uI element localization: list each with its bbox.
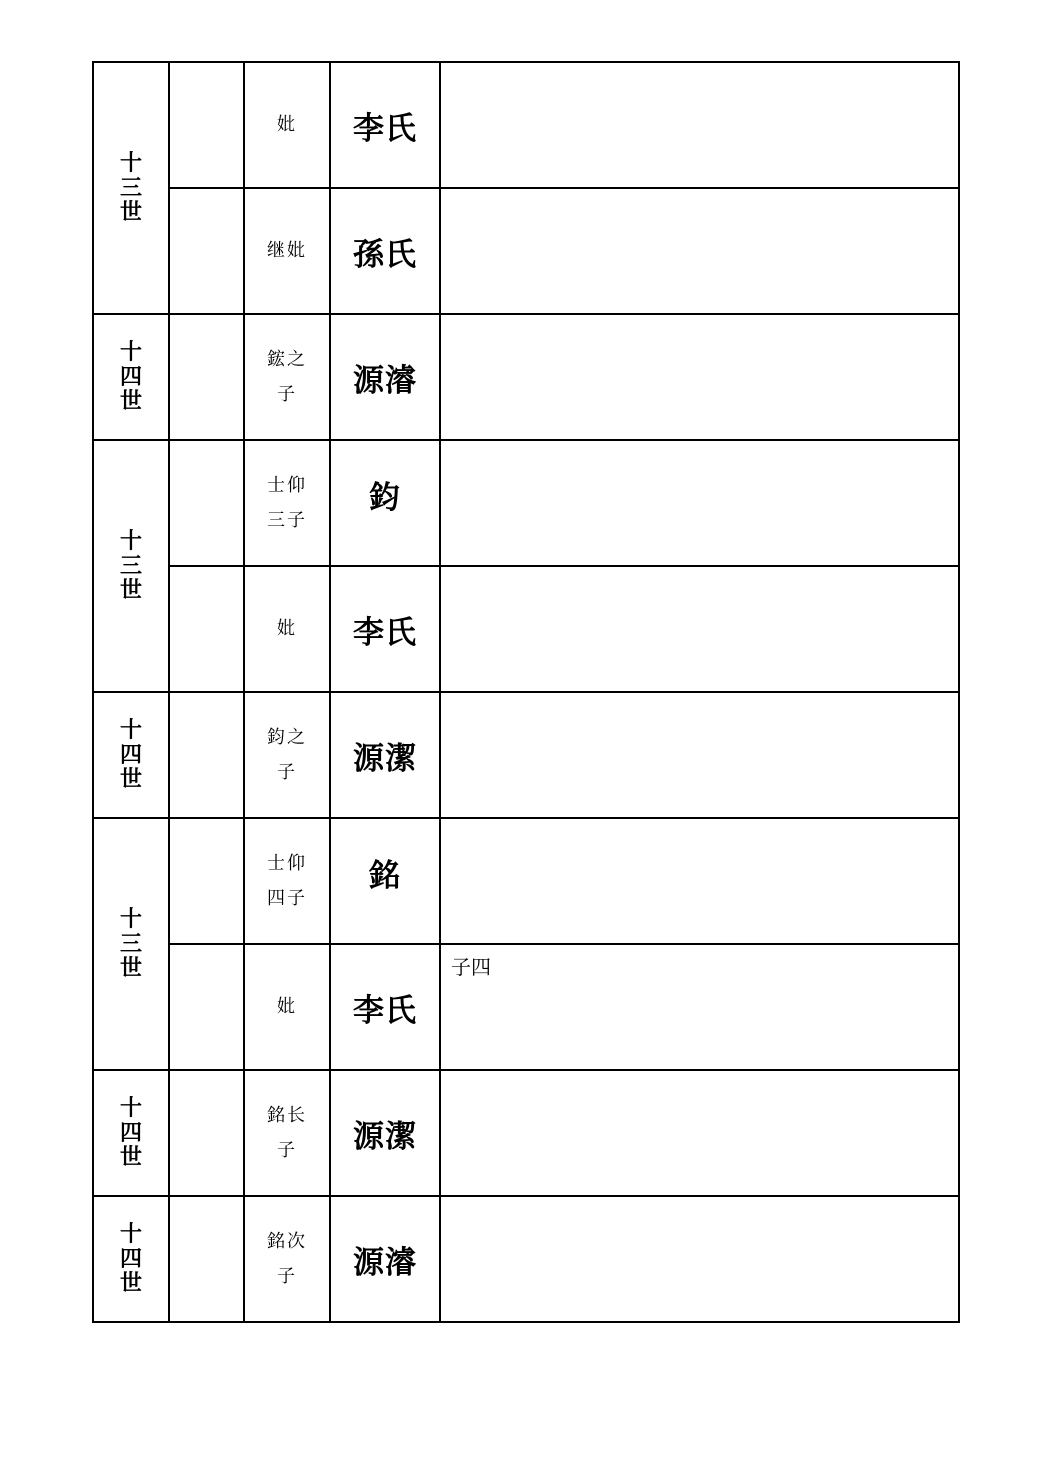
table-row (93, 692, 959, 818)
relation-label: 銘次子 (266, 1230, 307, 1287)
person-name: 源濬 (353, 1244, 417, 1281)
table-row (93, 188, 959, 314)
name-cell (330, 314, 440, 440)
genealogy-table (92, 61, 960, 1323)
person-name: 鈞 (369, 479, 401, 516)
table-row (93, 62, 959, 188)
name-cell (330, 692, 440, 818)
generation-label: 十三世 (119, 150, 142, 226)
generation-label: 十四世 (119, 1095, 142, 1171)
relation-cell (244, 818, 330, 944)
name-cell (330, 440, 440, 566)
blank-cell (169, 62, 244, 188)
name-cell (330, 1070, 440, 1196)
table-row (93, 1070, 959, 1196)
person-name: 源潔 (353, 740, 417, 777)
note-cell (440, 1070, 959, 1196)
relation-cell (244, 1070, 330, 1196)
table-row (93, 818, 959, 944)
generation-cell (93, 62, 169, 314)
note-text (441, 693, 958, 699)
relation-label: 士仰三子 (266, 474, 307, 531)
generation-label: 十四世 (119, 717, 142, 793)
name-cell (330, 62, 440, 188)
table-row (93, 566, 959, 692)
person-name: 源濬 (353, 362, 417, 399)
blank-cell (169, 188, 244, 314)
relation-cell (244, 566, 330, 692)
note-cell (440, 62, 959, 188)
blank-cell (169, 1196, 244, 1322)
note-cell (440, 566, 959, 692)
blank-cell (169, 440, 244, 566)
note-cell (440, 188, 959, 314)
generation-label: 十三世 (119, 906, 142, 982)
note-text (441, 819, 958, 825)
blank-cell (169, 944, 244, 1070)
note-text (441, 63, 958, 69)
person-name: 李氏 (353, 110, 417, 147)
name-cell (330, 944, 440, 1070)
blank-cell (169, 1070, 244, 1196)
table-row (93, 1196, 959, 1322)
generation-cell (93, 1196, 169, 1322)
relation-label: 妣 (276, 114, 297, 136)
person-name: 李氏 (353, 614, 417, 651)
name-cell (330, 1196, 440, 1322)
name-cell (330, 188, 440, 314)
person-name: 李氏 (353, 992, 417, 1029)
relation-cell (244, 692, 330, 818)
generation-cell (93, 440, 169, 692)
note-cell (440, 944, 959, 1070)
relation-cell (244, 944, 330, 1070)
generation-label: 十四世 (119, 1221, 142, 1297)
name-cell (330, 566, 440, 692)
relation-label: 继妣 (266, 240, 307, 262)
relation-label: 士仰四子 (266, 852, 307, 909)
note-cell (440, 1196, 959, 1322)
note-cell (440, 692, 959, 818)
blank-cell (169, 818, 244, 944)
relation-label: 銘长子 (266, 1104, 307, 1161)
note-text: 子四 (451, 955, 491, 979)
note-text (441, 189, 958, 195)
person-name: 孫氏 (353, 236, 417, 273)
note-text (441, 567, 958, 573)
note-text (441, 441, 958, 447)
generation-cell (93, 692, 169, 818)
blank-cell (169, 314, 244, 440)
generation-cell (93, 1070, 169, 1196)
relation-label: 鋐之子 (266, 348, 307, 405)
relation-label: 鈞之子 (266, 726, 307, 783)
relation-label: 妣 (276, 996, 297, 1018)
note-text (441, 1071, 958, 1077)
relation-cell (244, 188, 330, 314)
person-name: 銘 (369, 857, 401, 894)
table-row (93, 944, 959, 1070)
note-cell (440, 314, 959, 440)
generation-cell (93, 314, 169, 440)
generation-label: 十四世 (119, 339, 142, 415)
blank-cell (169, 692, 244, 818)
note-cell (440, 440, 959, 566)
person-name: 源潔 (353, 1118, 417, 1155)
relation-cell (244, 440, 330, 566)
note-text (441, 1197, 958, 1203)
name-cell (330, 818, 440, 944)
note-cell (440, 818, 959, 944)
generation-cell (93, 818, 169, 1070)
generation-label: 十三世 (119, 528, 142, 604)
relation-label: 妣 (276, 618, 297, 640)
relation-cell (244, 314, 330, 440)
relation-cell (244, 62, 330, 188)
relation-cell (244, 1196, 330, 1322)
table-row (93, 440, 959, 566)
note-text (441, 315, 958, 321)
table-row (93, 314, 959, 440)
blank-cell (169, 566, 244, 692)
